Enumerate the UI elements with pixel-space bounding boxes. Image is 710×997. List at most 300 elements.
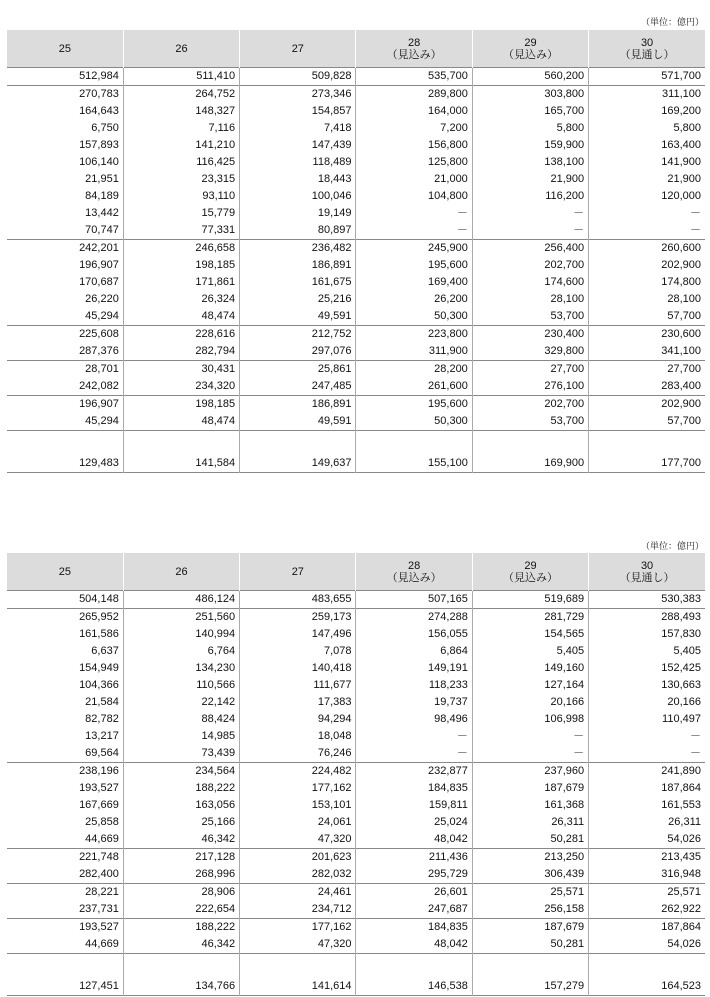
table-row <box>7 745 705 763</box>
table-cell: 202,900 <box>589 396 705 414</box>
table-cell: 54,026 <box>589 936 705 954</box>
column-header <box>472 30 588 68</box>
table-cell: 28,701 <box>7 361 123 379</box>
table-cell: 184,835 <box>356 780 472 797</box>
table-cell: 26,220 <box>85 293 119 305</box>
column-header <box>7 30 123 68</box>
table-cell: 25,861 <box>240 361 356 379</box>
table-cell: 22,142 <box>123 694 239 711</box>
table-cell: 198,185 <box>123 257 239 274</box>
table-body <box>7 68 705 473</box>
table-cell: 7,116 <box>123 120 239 137</box>
column-year: 28 <box>408 559 421 572</box>
table-cell: 283,400 <box>589 378 705 396</box>
data-table-1 <box>7 30 705 473</box>
table-row <box>7 609 705 627</box>
unit-label: （単位：億円） <box>640 541 704 551</box>
table-cell: 57,700 <box>589 413 705 431</box>
table-row <box>7 343 705 361</box>
column-year: 26 <box>175 42 188 55</box>
table-cell: 50,300 <box>356 413 472 431</box>
table-cell: 27,700 <box>472 361 588 379</box>
table-cell: 196,907 <box>7 396 123 414</box>
table-cell: 237,960 <box>472 763 588 781</box>
table-cell: 161,553 <box>589 797 705 814</box>
table-row <box>7 120 705 137</box>
data-table-2 <box>7 553 705 996</box>
table-cell: － <box>589 745 705 763</box>
table-cell: 47,320 <box>240 831 356 849</box>
table-row <box>7 257 705 274</box>
table-cell: 256,400 <box>472 240 588 258</box>
table-cell: 264,752 <box>123 86 239 104</box>
table-cell: 236,482 <box>240 240 356 258</box>
table-cell: 268,996 <box>123 866 239 884</box>
table-cell: 247,485 <box>240 378 356 396</box>
table-cell: 164,523 <box>589 954 705 996</box>
table-cell: 5,800 <box>589 120 705 137</box>
table-cell: 238,196 <box>7 763 123 781</box>
table-cell: 329,800 <box>472 343 588 361</box>
table-cell: 24,061 <box>240 814 356 831</box>
table-cell: 141,210 <box>123 137 239 154</box>
table-cell: 225,608 <box>7 326 123 344</box>
table-cell: 288,493 <box>589 609 705 627</box>
table-cell: 274,288 <box>356 609 472 627</box>
table-cell: － <box>472 728 588 745</box>
table-cell: 234,712 <box>240 901 356 919</box>
table-cell: 156,800 <box>356 137 472 154</box>
table-cell: 159,811 <box>356 797 472 814</box>
table-row <box>7 831 705 849</box>
table-cell: 149,191 <box>356 660 472 677</box>
table-cell: 164,000 <box>356 103 472 120</box>
table-cell: 247,687 <box>356 901 472 919</box>
table-cell: 213,250 <box>472 849 588 867</box>
table-cell: 110,566 <box>123 677 239 694</box>
table-row <box>7 171 705 188</box>
table-cell: 25,216 <box>240 291 356 308</box>
table-cell: 341,100 <box>589 343 705 361</box>
table-header <box>7 30 705 68</box>
column-year: 27 <box>291 565 304 578</box>
table-cell: 127,164 <box>472 677 588 694</box>
table-cell: 7,078 <box>240 643 356 660</box>
column-year: 28 <box>408 36 421 49</box>
table-cell: 259,173 <box>240 609 356 627</box>
table-cell: 282,400 <box>79 868 119 880</box>
table-cell: － <box>472 222 588 240</box>
table-cell: 169,900 <box>472 431 588 473</box>
table-row <box>7 378 705 396</box>
table-cell: 50,300 <box>356 308 472 326</box>
column-year: 25 <box>58 565 72 578</box>
table-cell: 28,200 <box>356 361 472 379</box>
table-cell: 45,294 <box>85 415 119 427</box>
table-cell: 77,331 <box>123 222 239 240</box>
table-cell: 70,747 <box>85 224 119 236</box>
table-cell: 186,891 <box>240 396 356 414</box>
table-row <box>7 205 705 222</box>
table-cell: 221,748 <box>7 849 123 867</box>
header-row <box>7 553 705 591</box>
table-cell: 45,294 <box>85 310 119 322</box>
table-cell: 148,327 <box>123 103 239 120</box>
table-cell: 186,891 <box>240 257 356 274</box>
table-cell: 93,110 <box>123 188 239 205</box>
table-cell: 261,600 <box>356 378 472 396</box>
table-cell: 82,782 <box>85 713 119 725</box>
table-row <box>7 86 705 104</box>
table-cell: 241,890 <box>589 763 705 781</box>
table-cell: 157,893 <box>79 139 119 151</box>
table-cell: 256,158 <box>472 901 588 919</box>
table-cell: 260,600 <box>589 240 705 258</box>
table-cell: 184,835 <box>356 919 472 937</box>
table-cell: 486,124 <box>123 591 239 609</box>
table-cell: 28,100 <box>589 291 705 308</box>
unit-label: （単位：億円） <box>640 17 704 27</box>
table-cell: 311,100 <box>589 86 705 104</box>
table-cell: 511,410 <box>123 68 239 86</box>
table-cell: 177,162 <box>240 919 356 937</box>
table-cell: 187,679 <box>472 919 588 937</box>
column-note: （見通し） <box>619 571 675 584</box>
table-cell: 193,527 <box>79 782 119 794</box>
table-row <box>7 919 705 937</box>
header-row <box>7 30 705 68</box>
table-cell: 116,200 <box>472 188 588 205</box>
table-cell: 26,601 <box>356 884 472 902</box>
table-cell: 118,233 <box>356 677 472 694</box>
table-cell: 20,166 <box>472 694 588 711</box>
table-cell: 25,571 <box>472 884 588 902</box>
table-cell: 129,483 <box>7 431 123 473</box>
table-cell: 13,217 <box>85 730 119 742</box>
table-cell: 48,474 <box>123 413 239 431</box>
table-cell: 230,400 <box>472 326 588 344</box>
table-cell: 159,900 <box>472 137 588 154</box>
table-cell: 224,482 <box>240 763 356 781</box>
column-year: 29 <box>524 559 537 572</box>
column-header <box>472 553 588 591</box>
table-cell: 187,864 <box>589 919 705 937</box>
table-cell: 140,418 <box>240 660 356 677</box>
column-header <box>356 30 472 68</box>
table-cell: 25,166 <box>123 814 239 831</box>
table-cell: 245,900 <box>356 240 472 258</box>
table-cell: 289,800 <box>356 86 472 104</box>
table-cell: 535,700 <box>356 68 472 86</box>
table-cell: 234,320 <box>123 378 239 396</box>
table-cell: 228,616 <box>123 326 239 344</box>
table-cell: 157,279 <box>472 954 588 996</box>
table-body <box>7 591 705 996</box>
table-cell: 147,439 <box>240 137 356 154</box>
table-cell: 165,700 <box>472 103 588 120</box>
table-row <box>7 780 705 797</box>
table-cell: 44,669 <box>85 938 119 950</box>
table-cell: － <box>589 222 705 240</box>
table-cell: 6,637 <box>91 645 119 657</box>
table-cell: 155,100 <box>356 431 472 473</box>
table-cell: 237,731 <box>79 903 119 915</box>
table-cell: 6,750 <box>91 122 119 134</box>
table-cell: 306,439 <box>472 866 588 884</box>
table-cell: 211,436 <box>356 849 472 867</box>
table-cell: 157,830 <box>589 626 705 643</box>
table-row <box>7 361 705 379</box>
table-cell: 53,700 <box>472 308 588 326</box>
table-cell: 174,600 <box>472 274 588 291</box>
table-cell: 50,281 <box>472 831 588 849</box>
table-cell: 303,800 <box>472 86 588 104</box>
table-cell: 7,418 <box>240 120 356 137</box>
table-cell: 242,201 <box>7 240 123 258</box>
table-cell: 187,864 <box>589 780 705 797</box>
table-cell: 147,496 <box>240 626 356 643</box>
column-year: 25 <box>58 42 72 55</box>
table-cell: 28,100 <box>472 291 588 308</box>
table-cell: 28,906 <box>123 884 239 902</box>
table-cell: 265,952 <box>7 609 123 627</box>
table-cell: 295,729 <box>356 866 472 884</box>
table-row <box>7 677 705 694</box>
table-row <box>7 626 705 643</box>
table-cell: 169,200 <box>589 103 705 120</box>
table-cell: 156,055 <box>356 626 472 643</box>
table-cell: 164,643 <box>79 105 119 117</box>
table-row <box>7 797 705 814</box>
table-cell: 5,405 <box>472 643 588 660</box>
table-row <box>7 274 705 291</box>
table-cell: 53,700 <box>472 413 588 431</box>
table-cell: 251,560 <box>123 609 239 627</box>
table-cell: 174,800 <box>589 274 705 291</box>
table-cell: 104,366 <box>79 679 119 691</box>
table-cell: 80,897 <box>240 222 356 240</box>
table-row <box>7 154 705 171</box>
table-row <box>7 884 705 902</box>
table-cell: 276,100 <box>472 378 588 396</box>
table-cell: 73,439 <box>123 745 239 763</box>
table-cell: 153,101 <box>240 797 356 814</box>
table-cell: 297,076 <box>240 343 356 361</box>
table-header <box>7 553 705 591</box>
table-cell: 154,857 <box>240 103 356 120</box>
table-cell: 106,140 <box>79 156 119 168</box>
table-cell: 49,591 <box>240 413 356 431</box>
table-cell: 26,200 <box>356 291 472 308</box>
table-cell: 111,677 <box>240 677 356 694</box>
table-cell: 88,424 <box>123 711 239 728</box>
table-cell: 47,320 <box>240 936 356 954</box>
table-cell: 222,654 <box>123 901 239 919</box>
table-cell: 141,584 <box>123 431 239 473</box>
table-cell: 50,281 <box>472 936 588 954</box>
table-cell: 100,046 <box>240 188 356 205</box>
table-row <box>7 308 705 326</box>
table-cell: 27,700 <box>589 361 705 379</box>
table-cell: － <box>472 205 588 222</box>
table-cell: 201,623 <box>240 849 356 867</box>
table-cell: 530,383 <box>589 591 705 609</box>
table-cell: － <box>356 728 472 745</box>
table-cell: 282,032 <box>240 866 356 884</box>
table-cell: 24,461 <box>240 884 356 902</box>
table-cell: 163,400 <box>589 137 705 154</box>
table-row <box>7 866 705 884</box>
table-cell: － <box>356 745 472 763</box>
table-cell: 161,586 <box>79 628 119 640</box>
table-cell: 202,700 <box>472 257 588 274</box>
table-cell: 171,861 <box>123 274 239 291</box>
table-cell: 287,376 <box>79 345 119 357</box>
column-header <box>240 30 356 68</box>
table-cell: 198,185 <box>123 396 239 414</box>
table-cell: 163,056 <box>123 797 239 814</box>
table-cell: 21,900 <box>589 171 705 188</box>
table-cell: － <box>356 222 472 240</box>
table-cell: 187,679 <box>472 780 588 797</box>
total-row <box>7 431 705 473</box>
table-cell: 188,222 <box>123 780 239 797</box>
table-cell: 560,200 <box>472 68 588 86</box>
table-cell: 242,082 <box>79 380 119 392</box>
column-note: （見込み） <box>386 48 442 61</box>
table-row <box>7 188 705 205</box>
table-cell: 25,024 <box>356 814 472 831</box>
table-cell: 195,600 <box>356 396 472 414</box>
table-cell: 177,162 <box>240 780 356 797</box>
table-cell: 149,160 <box>472 660 588 677</box>
table-cell: 127,451 <box>7 954 123 996</box>
table-row <box>7 291 705 308</box>
table-cell: 483,655 <box>240 591 356 609</box>
table-cell: 140,994 <box>123 626 239 643</box>
table-cell: 46,342 <box>123 936 239 954</box>
table-cell: 154,565 <box>472 626 588 643</box>
table-cell: 106,998 <box>472 711 588 728</box>
table-cell: 232,877 <box>356 763 472 781</box>
table-cell: 18,443 <box>240 171 356 188</box>
table-row <box>7 694 705 711</box>
table-cell: 28,221 <box>7 884 123 902</box>
table-cell: 120,000 <box>589 188 705 205</box>
table-cell: 202,900 <box>589 257 705 274</box>
table-cell: 134,766 <box>123 954 239 996</box>
table-cell: 54,026 <box>589 831 705 849</box>
table-cell: 5,800 <box>472 120 588 137</box>
table-row <box>7 849 705 867</box>
table-cell: 507,165 <box>356 591 472 609</box>
table-cell: 21,951 <box>85 173 119 185</box>
table-cell: 118,489 <box>240 154 356 171</box>
table-cell: 7,200 <box>356 120 472 137</box>
table-cell: 212,752 <box>240 326 356 344</box>
table-cell: 196,907 <box>79 259 119 271</box>
table-cell: － <box>356 205 472 222</box>
table-cell: 46,342 <box>123 831 239 849</box>
table-row <box>7 936 705 954</box>
table-cell: 26,324 <box>123 291 239 308</box>
table-cell: 44,669 <box>85 833 119 845</box>
total-row <box>7 954 705 996</box>
table-cell: 193,527 <box>7 919 123 937</box>
table-cell: 223,800 <box>356 326 472 344</box>
table-cell: 26,311 <box>589 814 705 831</box>
table-row <box>7 728 705 745</box>
table-row <box>7 643 705 660</box>
table-cell: 21,000 <box>356 171 472 188</box>
column-note: （見通し） <box>619 48 675 61</box>
table-cell: 234,564 <box>123 763 239 781</box>
table-cell: 195,600 <box>356 257 472 274</box>
table-cell: 94,294 <box>240 711 356 728</box>
table-cell: － <box>589 728 705 745</box>
table-cell: 141,614 <box>240 954 356 996</box>
table-row <box>7 591 705 609</box>
column-year: 30 <box>640 36 654 49</box>
table-cell: 169,400 <box>356 274 472 291</box>
table-cell: 154,949 <box>79 662 119 674</box>
table-cell: 273,346 <box>240 86 356 104</box>
table-cell: 30,431 <box>123 361 239 379</box>
table-cell: 19,149 <box>240 205 356 222</box>
column-header <box>240 553 356 591</box>
column-header <box>356 553 472 591</box>
table-cell: 519,689 <box>472 591 588 609</box>
table-cell: 57,700 <box>589 308 705 326</box>
table-row <box>7 222 705 240</box>
column-note: （見込み） <box>502 571 558 584</box>
table-cell: 571,700 <box>589 68 705 86</box>
table-row <box>7 413 705 431</box>
table-cell: 262,922 <box>589 901 705 919</box>
table-cell: 48,042 <box>356 831 472 849</box>
table-cell: － <box>472 745 588 763</box>
table-row <box>7 901 705 919</box>
table-cell: 25,858 <box>85 816 119 828</box>
table-row <box>7 68 705 86</box>
table-cell: 141,900 <box>589 154 705 171</box>
table-cell: 282,794 <box>123 343 239 361</box>
table-cell: 125,800 <box>356 154 472 171</box>
table-cell: 149,637 <box>240 431 356 473</box>
column-header <box>7 553 123 591</box>
table-cell: 130,663 <box>589 677 705 694</box>
column-header <box>123 30 239 68</box>
table-cell: 512,984 <box>7 68 123 86</box>
table-cell: 509,828 <box>240 68 356 86</box>
table-row <box>7 137 705 154</box>
table-cell: 20,166 <box>589 694 705 711</box>
table-cell: 69,564 <box>85 747 119 759</box>
table-cell: 18,048 <box>240 728 356 745</box>
table-cell: 138,100 <box>472 154 588 171</box>
table-cell: 134,230 <box>123 660 239 677</box>
table-cell: 281,729 <box>472 609 588 627</box>
table-cell: 5,405 <box>589 643 705 660</box>
table-cell: 49,591 <box>240 308 356 326</box>
table-cell: 84,189 <box>85 190 119 202</box>
table-cell: 14,985 <box>123 728 239 745</box>
table-cell: 6,864 <box>356 643 472 660</box>
table-cell: 270,783 <box>7 86 123 104</box>
table-row <box>7 711 705 728</box>
table-cell: 48,042 <box>356 936 472 954</box>
table-cell: 161,675 <box>240 274 356 291</box>
